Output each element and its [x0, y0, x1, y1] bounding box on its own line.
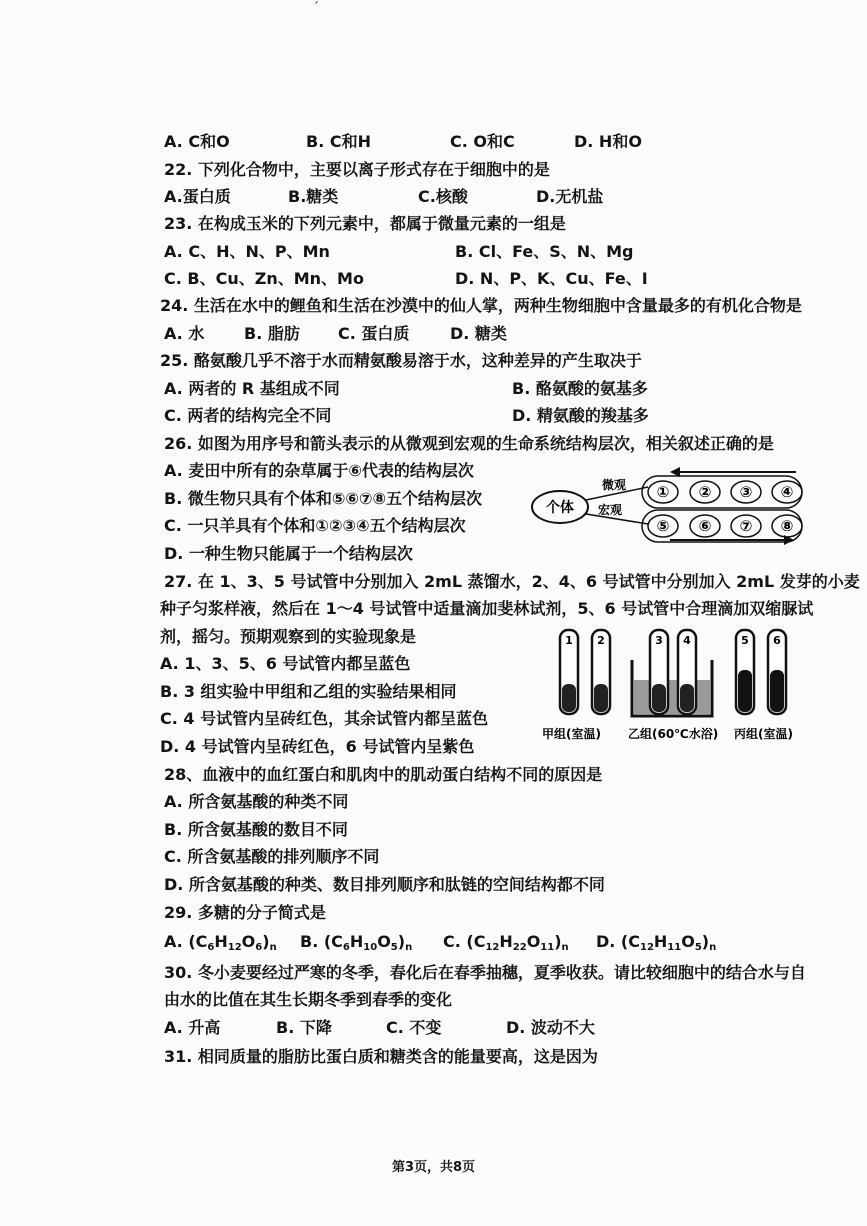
q30-options [0, 1018, 867, 1040]
q25-option-b[interactable]: B. 酪氨酸的氨基多 [512, 379, 648, 398]
q22-option-a[interactable]: A.蛋白质 [164, 187, 231, 206]
q28-option-c[interactable]: C. 所含氨基酸的排列顺序不同 [164, 847, 380, 866]
diagram-center-label: 个体 [546, 500, 574, 516]
q27-stem-line-1: 27. 在 1、3、5 号试管中分别加入 2mL 蒸馏水，2、4、6 号试管中分别加入 2mL 发芽的小麦 [164, 572, 860, 591]
q23-option-b[interactable]: B. Cl、Fe、S、N、Mg [455, 242, 634, 261]
q21-option-c[interactable]: C. O和C [450, 132, 515, 151]
q28-option-d[interactable]: D. 所含氨基酸的种类、数目排列顺序和肽链的空间结构都不同 [164, 875, 605, 894]
tube-label-6: 6 [773, 634, 781, 647]
tube-label-2: 2 [597, 634, 605, 647]
q23-options-cd [0, 269, 867, 291]
q27-stem-line-3: 剂，摇匀。预期观察到的实验现象是 [160, 627, 417, 646]
q25-stem: 25. 酪氨酸几乎不溶于水而精氨酸易溶于水，这种差异的产生取决于 [160, 351, 642, 370]
q21-options [0, 132, 867, 154]
q30-stem-line-2: 由水的比值在其生长期冬季到春季的变化 [164, 990, 453, 1009]
q21-option-a[interactable]: A. C和O [164, 132, 230, 151]
q29-option-d[interactable]: D. $(C_{12}H_{11}O_5)_n$ [596, 932, 717, 953]
q24-options [0, 324, 867, 346]
q29-option-a[interactable]: A. $(C_6H_{12}O_6)_n$ [164, 932, 277, 953]
tube-label-1: 1 [565, 634, 573, 647]
group-caption-bing: 丙组(室温) [734, 727, 793, 741]
q24-stem: 24. 生活在水中的鲤鱼和生活在沙漠中的仙人掌，两种生物细胞中含量最多的有机化合物是 [160, 296, 802, 315]
q23-options-ab [0, 242, 867, 264]
q24-option-b[interactable]: B. 脂肪 [244, 324, 300, 343]
q30-option-c[interactable]: C. 不变 [386, 1018, 442, 1037]
q26-option-c[interactable]: C. 一只羊具有个体和①②③④五个结构层次 [164, 516, 466, 535]
q30-option-a[interactable]: A. 升高 [164, 1018, 221, 1037]
tube-label-4: 4 [683, 634, 691, 647]
q25-option-a[interactable]: A. 两者的 R 基组成不同 [164, 379, 340, 398]
tube-label-3: 3 [655, 634, 663, 647]
q31-stem: 31. 相同质量的脂肪比蛋白质和糖类含的能量要高，这是因为 [164, 1047, 598, 1066]
diagram-macro-label: 宏观 [598, 503, 623, 517]
q26-option-b[interactable]: B. 微生物只具有个体和⑤⑥⑦⑧五个结构层次 [164, 489, 483, 508]
q24-option-d[interactable]: D. 糖类 [450, 324, 507, 343]
q22-stem: 22. 下列化合物中，主要以离子形式存在于细胞中的是 [164, 160, 550, 179]
q29-stem: 29. 多糖的分子简式是 [164, 903, 326, 922]
diagram-node-1: ① [656, 483, 670, 501]
q29-options [0, 932, 867, 954]
tube-label-5: 5 [741, 634, 749, 647]
diagram-node-6: ⑥ [698, 517, 712, 535]
diagram-node-3: ③ [739, 483, 753, 501]
q22-options [0, 187, 867, 209]
q22-option-d[interactable]: D.无机盐 [536, 187, 604, 206]
diagram-node-7: ⑦ [739, 517, 753, 535]
test-tube-figure [538, 628, 838, 746]
q23-stem: 23. 在构成玉米的下列元素中，都属于微量元素的一组是 [164, 214, 566, 233]
life-system-diagram [530, 462, 820, 552]
group-caption-jia: 甲组(室温) [542, 727, 601, 741]
q30-option-d[interactable]: D. 波动不大 [506, 1018, 595, 1037]
q26-stem: 26. 如图为用序号和箭头表示的从微观到宏观的生命系统结构层次，相关叙述正确的是 [164, 434, 774, 453]
q23-option-c[interactable]: C. B、Cu、Zn、Mn、Mo [164, 269, 364, 288]
q21-option-d[interactable]: D. H和O [574, 132, 642, 151]
q30-stem-line-1: 30. 冬小麦要经过严寒的冬季，春化后在春季抽穗，夏季收获。请比较细胞中的结合水与自 [164, 963, 806, 982]
q22-option-c[interactable]: C.核酸 [418, 187, 468, 206]
q28-stem: 28、血液中的血红蛋白和肌肉中的肌动蛋白结构不同的原因是 [164, 765, 603, 784]
q21-option-b[interactable]: B. C和H [306, 132, 371, 151]
q29-option-c[interactable]: C. $(C_{12}H_{22}O_{11})_n$ [443, 932, 569, 953]
q22-option-b[interactable]: B.糖类 [288, 187, 339, 206]
q23-option-a[interactable]: A. C、H、N、P、Mn [164, 242, 330, 261]
q25-options-cd [0, 406, 867, 428]
diagram-node-5: ⑤ [656, 517, 670, 535]
page-footer: 第3页，共8页 [391, 1160, 476, 1175]
q27-option-b[interactable]: B. 3 组实验中甲组和乙组的实验结果相同 [160, 682, 457, 701]
q25-option-c[interactable]: C. 两者的结构完全不同 [164, 406, 332, 425]
group-caption-yi: 乙组(60℃水浴) [628, 727, 719, 741]
q24-option-c[interactable]: C. 蛋白质 [338, 324, 410, 343]
q26-option-d[interactable]: D. 一种生物只能属于一个结构层次 [164, 544, 413, 563]
q26-option-a[interactable]: A. 麦田中所有的杂草属于⑥代表的结构层次 [164, 461, 474, 480]
q28-option-b[interactable]: B. 所含氨基酸的数目不同 [164, 820, 348, 839]
q29-option-b[interactable]: B. $(C_6H_{10}O_5)_n$ [300, 932, 413, 953]
q25-options-ab [0, 379, 867, 401]
q24-option-a[interactable]: A. 水 [164, 324, 205, 343]
q23-option-d[interactable]: D. N、P、K、Cu、Fe、I [455, 269, 648, 288]
q27-option-c[interactable]: C. 4 号试管内呈砖红色，其余试管内都呈蓝色 [160, 709, 489, 728]
scan-mark: ˊ [313, 0, 319, 14]
diagram-node-2: ② [698, 483, 712, 501]
diagram-micro-label: 微观 [602, 478, 627, 492]
q30-option-b[interactable]: B. 下降 [276, 1018, 332, 1037]
q27-stem-line-2: 种子匀浆样液，然后在 1～4 号试管中适量滴加斐林试剂，5、6 号试管中合理滴加双缩脲试 [160, 599, 814, 618]
q27-option-a[interactable]: A. 1、3、5、6 号试管内都呈蓝色 [160, 654, 411, 673]
q28-option-a[interactable]: A. 所含氨基酸的种类不同 [164, 792, 349, 811]
q27-option-d[interactable]: D. 4 号试管内呈砖红色，6 号试管内呈紫色 [160, 737, 475, 756]
q25-option-d[interactable]: D. 精氨酸的羧基多 [512, 406, 649, 425]
diagram-node-4: ④ [780, 483, 794, 501]
diagram-node-8: ⑧ [780, 517, 794, 535]
